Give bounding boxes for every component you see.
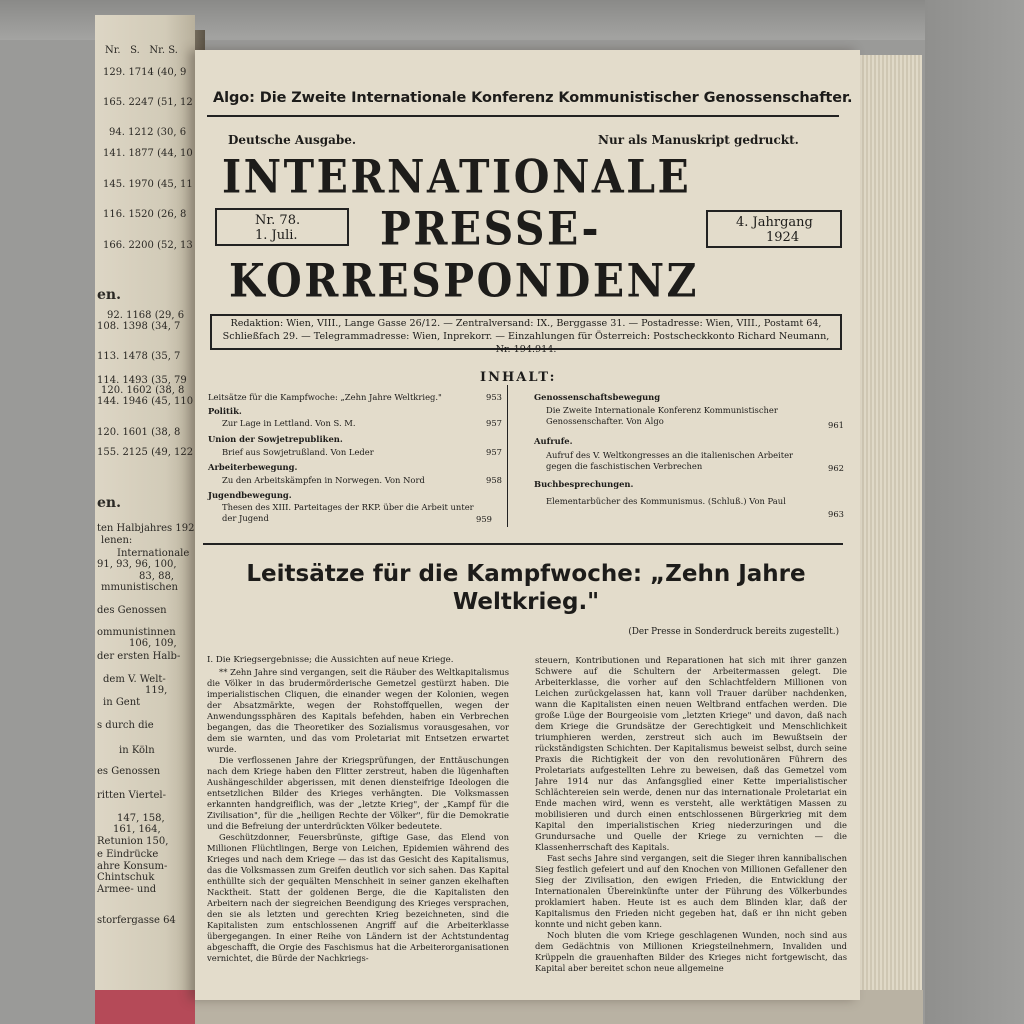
left-heading: en. [97,495,121,511]
paragraph: ** Zehn Jahre sind vergangen, seit die Räuber des Weltkapitalismus die Völker in das brudermörderische Gemetzel gestürzt haben. Die imperialistischen Cliquen, die einander wegen der Kolonien, wegen der Absatzmärkte, wegen der Rohstoffquellen, wegen der Anwendungssphären des Kapitals befehden, haben ein Verbrechen begangen, das die Theoretiker des Sozialismus vorausgesahen, vor dem sie warnten, und das vom Proletariat mit Entsetzen erwartet wurde. [207,667,509,754]
toc-entry-page: 961 [828,420,844,430]
toc-section: Jugendbewegung. [208,490,292,500]
left-line: ahre Konsum- [97,861,168,872]
left-line: 83, 88, [139,571,174,582]
left-line: Armee- und [97,884,157,895]
left-line: dem V. Welt- [103,674,166,685]
left-row: 92. 1168 (29, 6 [107,310,185,321]
toc-entry-page: 953 [486,392,502,402]
left-line: ommunistinnen [97,627,176,638]
toc-section: Genossenschaftsbewegung [534,392,661,402]
left-line: ten Halbjahres 192 [97,523,195,534]
left-line: 106, 109, [129,638,177,649]
series-title: Algo: Die Zweite Internationale Konferenz Kommunistischer Genossenschafter. [213,90,853,106]
background-right [925,0,1024,1024]
toc-entry-title: Die Zweite Internationale Konferenz Kommunistischer Genossenschafter. Von Algo [546,405,778,426]
toc-entry-page: 963 [828,509,844,519]
left-line: s durch die [97,720,154,731]
paragraph: Fast sechs Jahre sind vergangen, seit die Sieger ihren kannibalischen Sieg festlich gefeiert und auf den Knochen von Millionen Gefallener den Sieg der Zivilisation, den ewigen Frieden, die Entwicklung der Internationalen Übereinkünfte unter der Führung des Völkerbundes proklamiert haben. Heute ist es auch dem Blinden klar, daß der Kapitalismus den Frieden nicht gegeben hat, daß er ihn nicht geben konnte und nicht geben kann. [535,853,847,929]
left-row: 166. 2200 (52, 13 [103,240,193,251]
toc-entry-title: Zu den Arbeitskämpfen in Norwegen. Von Nord [222,475,425,485]
issue-number: Nr. 78. [255,213,301,228]
toc-section: Politik. [208,406,242,416]
left-page-header: Nr. S. Nr. S. [105,45,178,56]
toc-heading: INHALT: [480,370,557,385]
left-line: ritten Viertel- [97,790,167,801]
paragraph: Geschützdonner, Feuersbrünste, giftige Gase, das Elend von Millionen Flüchtlingen, Berge von Leichen, Epidemien während des Krieges und nach dem Kriege — das ist das Gesicht des Kapitalismus, das die Volksmassen zum Greifen deutlich vor sich sahen. Das Kapital enthüllte sich der gequälten Menschheit in seiner ganzen ekelhaften Nacktheit. Statt der goldenen Berge, die die Kapitalisten den Arbeitern nach der siegreichen Beendigung des Krieges versprachen, den sie als letzten und gerechten Krieg bezeichneten, sind die Kapitalisten zum entschlossenen Angriff auf die Arbeiterklasse übergegangen. In einer Reihe von Ländern ist der Achtstundentag abgeschafft, die Orgie des Faschismus hat die Arbeiterorganisationen vernichtet, die Bürde der Nachkriegs- [207,832,509,963]
masthead-line-1: INTERNATIONALE [222,150,692,204]
toc-entry-title: Leitsätze für die Kampfwoche: „Zehn Jahre Weltkrieg." [208,392,442,402]
paragraph: Noch bluten die vom Kriege geschlagenen Wunden, noch sind aus dem Gedächtnis von Millionen Kriegsteilnehmern, Invaliden und Krüppeln die grauenhaften Bilder des Krieges nicht fortgewischt, das Kapital aber bereitet schon neue allgemeine [535,930,847,973]
left-row: 141. 1877 (44, 10 [103,148,193,159]
left-line: mmunistischen [101,582,178,593]
left-line: des Genossen [97,605,167,616]
left-row: 165. 2247 (51, 12 [103,97,193,108]
left-row: 145. 1970 (45, 11 [103,179,193,190]
left-heading: en. [97,287,121,303]
section-rule [203,543,843,545]
issue-date: 1. Juli. [255,228,298,243]
masthead-line-2: PRESSE- [380,202,601,256]
section-heading: I. Die Kriegsergebnisse; die Aussichten auf neue Kriege. [207,655,454,665]
left-row: 114. 1493 (35, 79 [97,375,187,386]
toc-entry-page: 959 [476,514,492,524]
left-line: 161, 164, [113,824,161,835]
volume-box [706,210,842,248]
left-line: 91, 93, 96, 100, [97,559,177,570]
left-line: Internationale [117,548,190,559]
left-row: 120. 1602 (38, 8 [101,385,185,396]
header-rule [207,115,839,117]
toc-entry-page: 962 [828,463,844,473]
left-line: 119, [145,685,168,696]
left-row: 120. 1601 (38, 8 [97,427,181,438]
toc-section: Buchbesprechungen. [534,479,634,489]
imprint-box: Redaktion: Wien, VIII., Lange Gasse 26/12. — Zentralversand: IX., Berggasse 31. — Postadresse: Wien, VIII., Postamt 64, Schließfach 29. — Telegrammadresse: Wien, Inprekorr. — Einzahlungen für Österreich: Postscheckkonto Richard Neumann, Nr. 194.914. [210,314,842,350]
manuscript-note: Nur als Manuskript gedruckt. [598,133,799,147]
toc-section: Union der Sowjetrepubliken. [208,434,343,444]
left-line: in Köln [119,745,155,756]
left-row: 94. 1212 (30, 6 [109,127,187,138]
left-row: 108. 1398 (34, 7 [97,321,181,332]
left-row: 116. 1520 (26, 8 [103,209,187,220]
toc-entry-page: 958 [486,475,502,485]
left-page [95,15,195,990]
left-line: es Genossen [97,766,161,777]
left-line: Chintschuk [97,872,155,883]
left-line: Retunion 150, [97,836,169,847]
volume-label: 4. Jahrgang [736,215,813,230]
toc-entry-title: Aufruf des V. Weltkongresses an die italienischen Arbeiter gegen die faschistischen Verbrechen [546,450,794,471]
left-line: storfergasse 64 [97,915,176,926]
left-row: 144. 1946 (45, 110 [97,396,194,407]
article-column-1 [207,655,509,975]
toc-section: Arbeiterbewegung. [208,462,298,472]
article-column-2 [535,655,847,975]
edition-label: Deutsche Ausgabe. [228,133,357,147]
paragraph: steuern, Kontributionen und Reparationen hat sich mit ihrer ganzen Schwere auf die Schultern der Arbeitermassen gelegt. Die Arbeiterklasse, die vorher auf den Schlachtfeldern Millionen von Leichen zurückgelassen hat, kann voll Trauer darüber nachdenken, wann die Kapitalisten einen neuen Weltbrand entfachen werden. Die große Lüge der Bourgeoisie vom „letzten Kriege" und davon, daß nach dem Kriege die Grundsätze der Gerechtigkeit und Menschlichkeit triumphieren werden, zerstreut sich auch im Bewußtsein der rückständigsten Schichten. Der Kapitalismus beweist selbst, durch seine Praxis die Richtigkeit der von den revolutionären Führern des Proletariats aufgestellten Lehre zu beweisen, daß das Gemetzel vom Jahre 1914 nur das Anfangsglied einer Kette imperialistischer Schlächtereien sein werde, denen nur das internationale Proletariat ein Ende machen wird, wenn es versteht, alle werktätigen Massen zu mobilisieren und durch einen entschlossenen Bürgerkrieg mit dem Kapital den imperialistischen Krieg niederzuringen und die Grundursache und Quelle der Kriege zu vernichten — die Klassenherrschaft des Kapitals. [535,655,847,852]
toc-section: Aufrufe. [534,436,573,446]
left-row: 129. 1714 (40, 9 [103,67,187,78]
article-title: Leitsätze für die Kampfwoche: „Zehn Jahre Weltkrieg." [246,561,806,615]
article-note: (Der Presse in Sonderdruck bereits zugestellt.) [628,627,839,637]
toc-entry-page: 957 [486,418,502,428]
toc-divider [507,385,508,527]
toc-entry-page: 957 [486,447,502,457]
left-line: 147, 158, [117,813,165,824]
volume-year: 1924 [766,230,800,245]
page-edges [858,55,922,1010]
left-row: 113. 1478 (35, 7 [97,351,181,362]
toc-entry-title: Thesen des XIII. Parteitages der RKP. über die Arbeit unter der Jugend [222,502,474,523]
toc-entry-title: Brief aus Sowjetrußland. Von Leder [222,447,374,457]
left-line: lenen: [101,535,133,546]
left-line: in Gent [103,697,141,708]
left-row: 155. 2125 (49, 122 [97,447,194,458]
masthead-line-3: KORRESPONDENZ [229,254,699,308]
toc-entry-title: Elementarbücher des Kommunismus. (Schluß.) Von Paul [546,496,786,506]
toc-entry-title: Zur Lage in Lettland. Von S. M. [222,418,356,428]
left-line: der ersten Halb- [97,651,181,662]
left-line: e Eindrücke [97,849,159,860]
issue-box [215,208,349,246]
paragraph: Die verflossenen Jahre der Kriegsprüfungen, der Enttäuschungen nach dem Kriege haben den Flitter zerstreut, haben die lügenhaften Aushängeschilder abgerissen, mit denen diensteifrige Ideologen die entsetzlichen Bilder des Krieges verhängten. Die Volksmassen erkannten handgreiflich, was der „letzte Krieg", der „Kampf für die Zivilisation", für die „heiligen Rechte der Völker", für die Demokratie und die Befreiung der unterdrückten Völker bedeutete. [207,755,509,831]
